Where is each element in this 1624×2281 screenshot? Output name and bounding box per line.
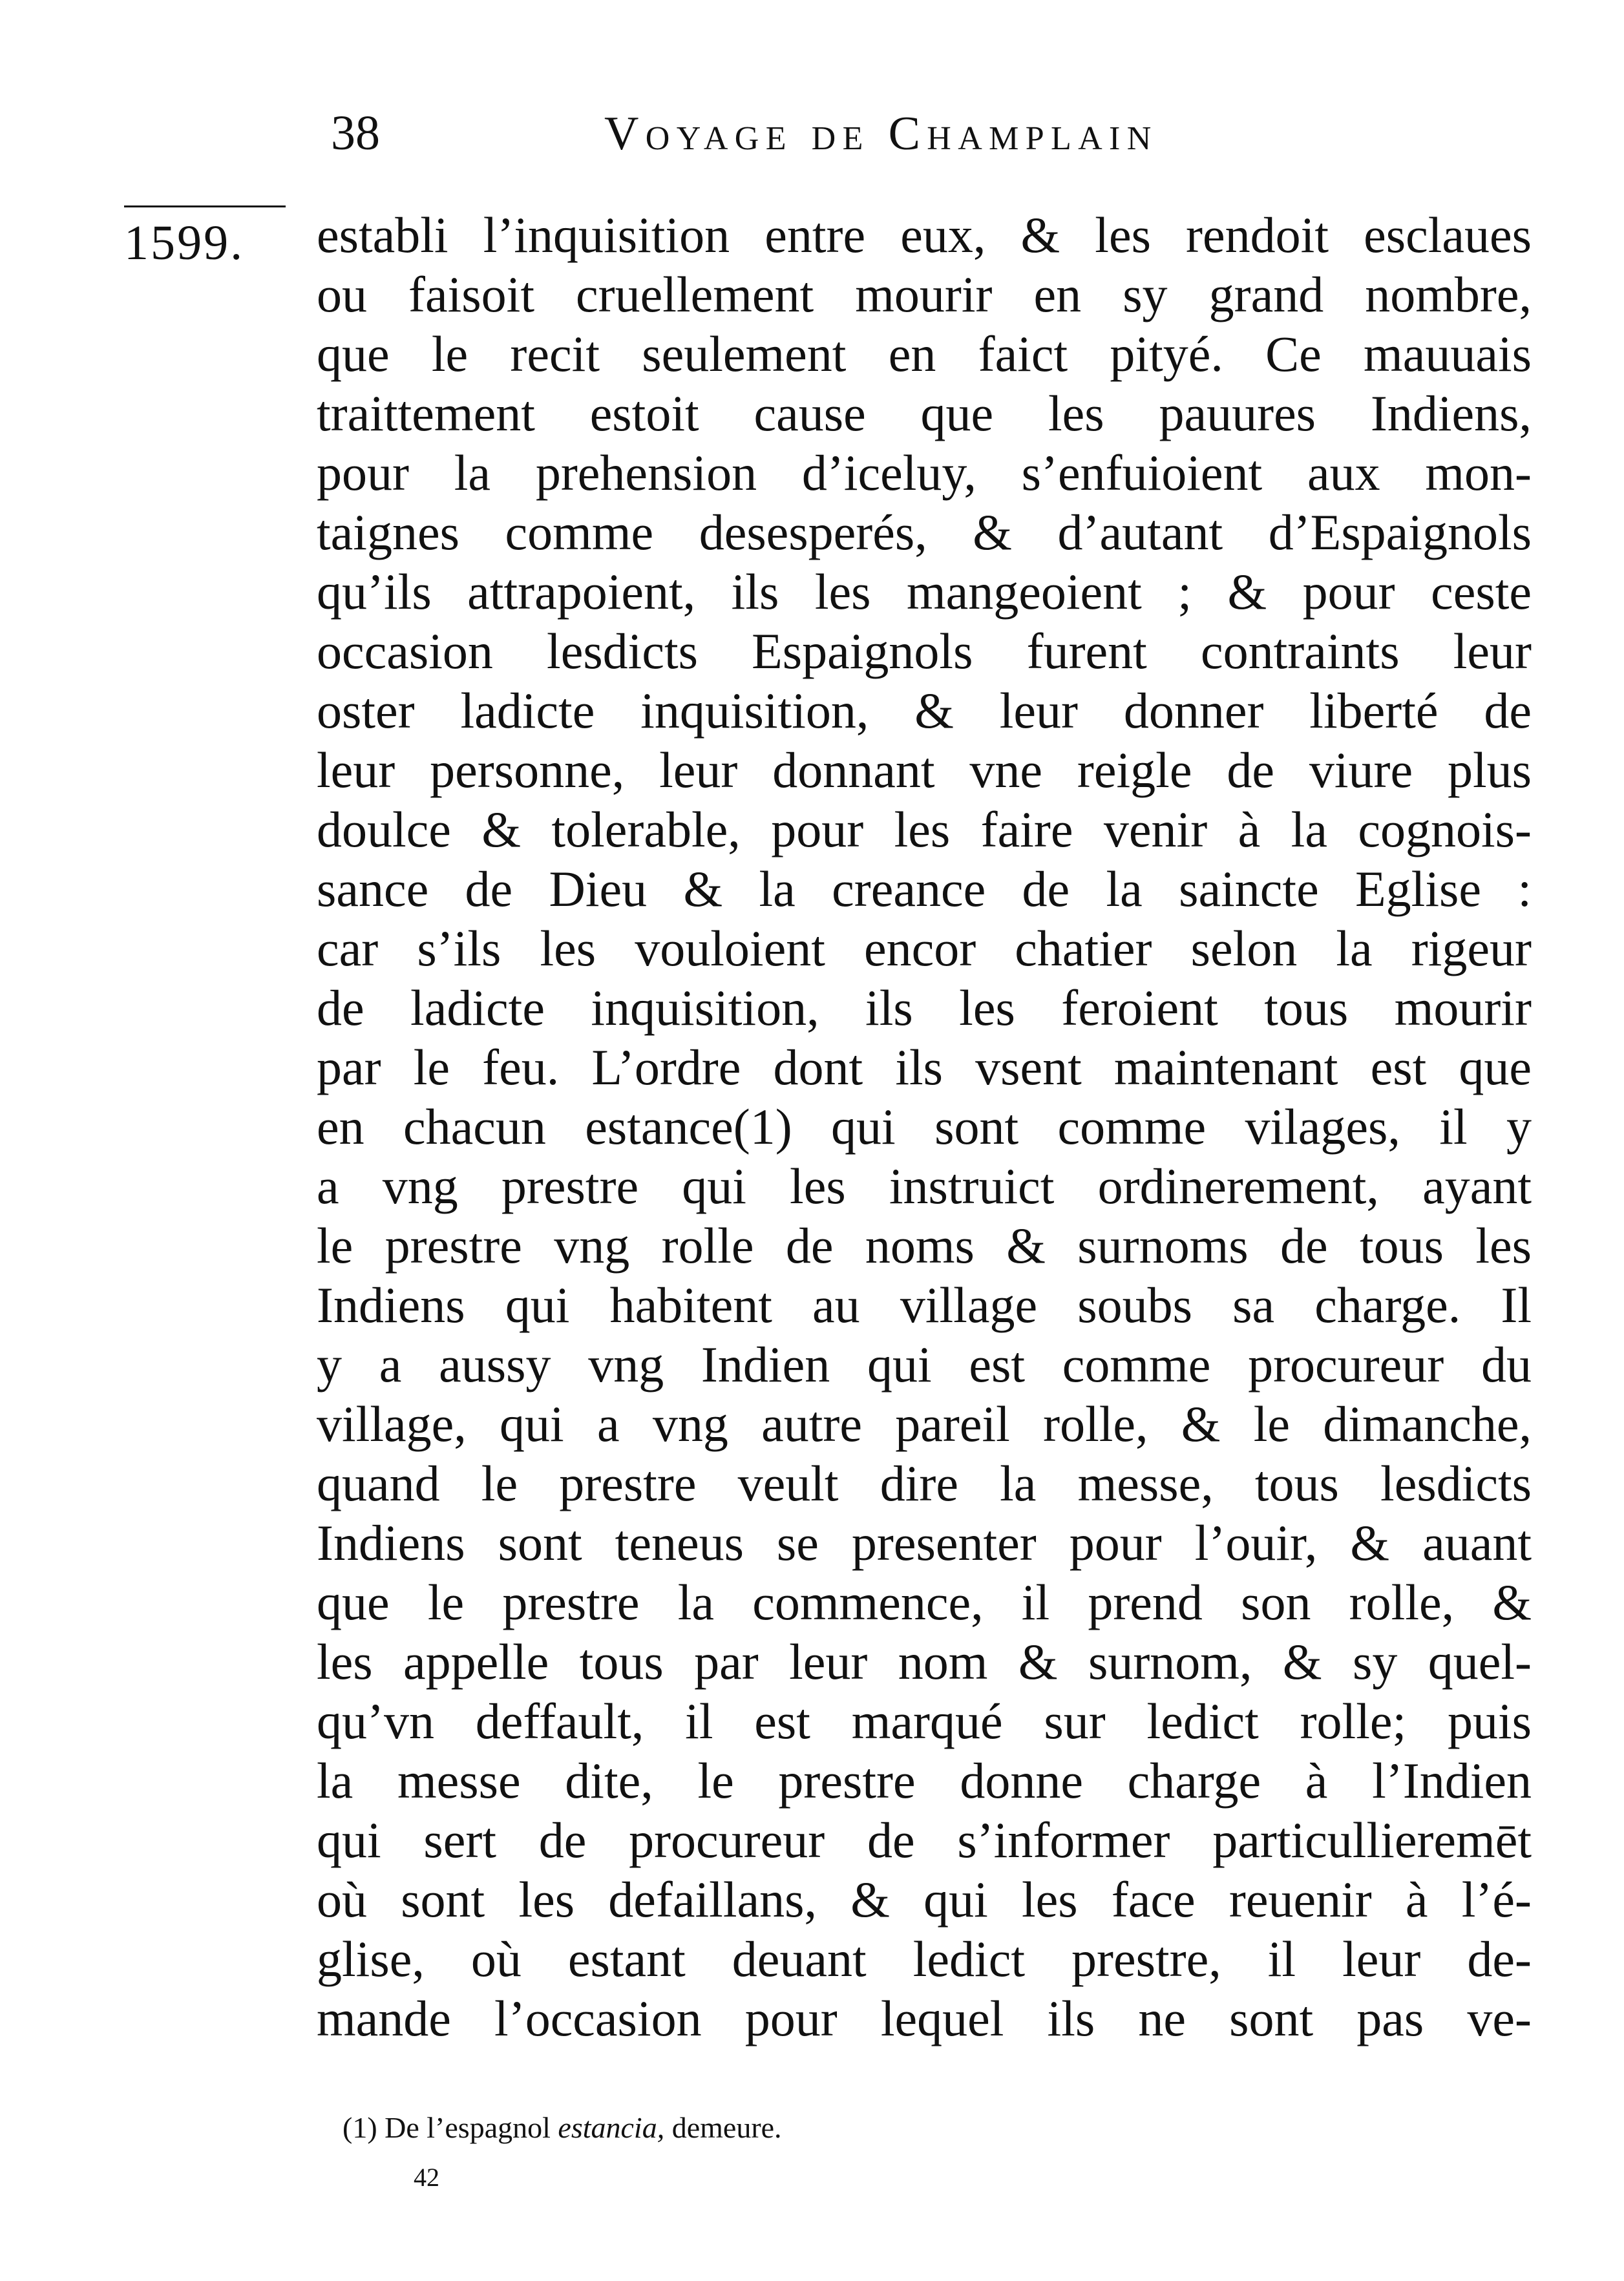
text-line: oster ladicte inquisition, & leur donner liberté de: [317, 682, 1532, 739]
text-line: quand le prestre veult dire la messe, tous lesdicts: [317, 1455, 1532, 1511]
text-line: qu’ils attrapoient, ils les mangeoient ; & pour ceste: [317, 563, 1532, 620]
footnote-text-after: demeure.: [671, 2111, 782, 2144]
text-line: qu’vn deffault, il est marqué sur ledict rolle; puis: [317, 1693, 1532, 1749]
text-line: y a aussy vng Indien qui est comme procureur du: [317, 1336, 1532, 1393]
signature-mark: 42: [414, 2163, 439, 2192]
margin-year: 1599.: [124, 216, 245, 270]
text-line: occasion lesdicts Espaignols furent contraints leur: [317, 623, 1532, 679]
text-line: a vng prestre qui les instruict ordinerement, ayant: [317, 1158, 1532, 1214]
text-line: Indiens qui habitent au village soubs sa charge. Il: [317, 1277, 1532, 1333]
text-line: ou faisoit cruellement mourir en sy grand nombre,: [317, 266, 1532, 322]
text-line: taignes comme desesperés, & d’autant d’Espaignols: [317, 504, 1532, 560]
text-line: glise, où estant deuant ledict prestre, il leur de-: [317, 1931, 1532, 1987]
text-line: que le prestre la commence, il prend son rolle, &: [317, 1574, 1532, 1630]
text-line: mande l’occasion pour lequel ils ne sont pas ve-: [317, 1990, 1532, 2046]
text-line: par le feu. L’ordre dont ils vsent maintenant est que: [317, 1039, 1532, 1095]
footnote: [343, 2113, 782, 2143]
text-line: les appelle tous par leur nom & surnom, & sy quel-: [317, 1634, 1532, 1690]
text-line: qui sert de procureur de s’informer particullieremēt: [317, 1812, 1532, 1868]
text-line: le prestre vng rolle de noms & surnoms de tous les: [317, 1217, 1532, 1274]
text-line: de ladicte inquisition, ils les feroient tous mourir: [317, 980, 1532, 1036]
body-text: [317, 205, 1532, 2048]
text-line: doulce & tolerable, pour les faire venir à la cognois-: [317, 801, 1532, 857]
running-head: Voyage de Champlain: [604, 107, 1158, 160]
text-line: que le recit seulement en faict pityé. Ce mauuais: [317, 326, 1532, 382]
text-line: car s’ils les vouloient encor chatier selon la rigeur: [317, 920, 1532, 976]
text-line: Indiens sont teneus se presenter pour l’ouir, & auant: [317, 1515, 1532, 1571]
footnote-text-before: De l’espagnol: [385, 2111, 551, 2144]
text-line: establi l’inquisition entre eux, & les rendoit esclaues: [317, 207, 1532, 263]
text-line: où sont les defaillans, & qui les face reuenir à l’é-: [317, 1871, 1532, 1928]
footnote-marker: (1): [343, 2111, 377, 2144]
text-line: la messe dite, le prestre donne charge à l’Indien: [317, 1752, 1532, 1809]
text-line: village, qui a vng autre pareil rolle, & le dimanche,: [317, 1396, 1532, 1452]
text-line: pour la prehension d’iceluy, s’enfuioient aux mon-: [317, 445, 1532, 501]
text-line: leur personne, leur donnant vne reigle de viure plus: [317, 742, 1532, 798]
margin-rule: [124, 205, 286, 207]
page-number: 38: [331, 106, 380, 160]
text-line: en chacun estance(1) qui sont comme vilages, il y: [317, 1098, 1532, 1155]
text-line: sance de Dieu & la creance de la saincte Eglise :: [317, 861, 1532, 917]
text-line: traittement estoit cause que les pauures Indiens,: [317, 385, 1532, 441]
footnote-term: estancia,: [558, 2111, 665, 2144]
